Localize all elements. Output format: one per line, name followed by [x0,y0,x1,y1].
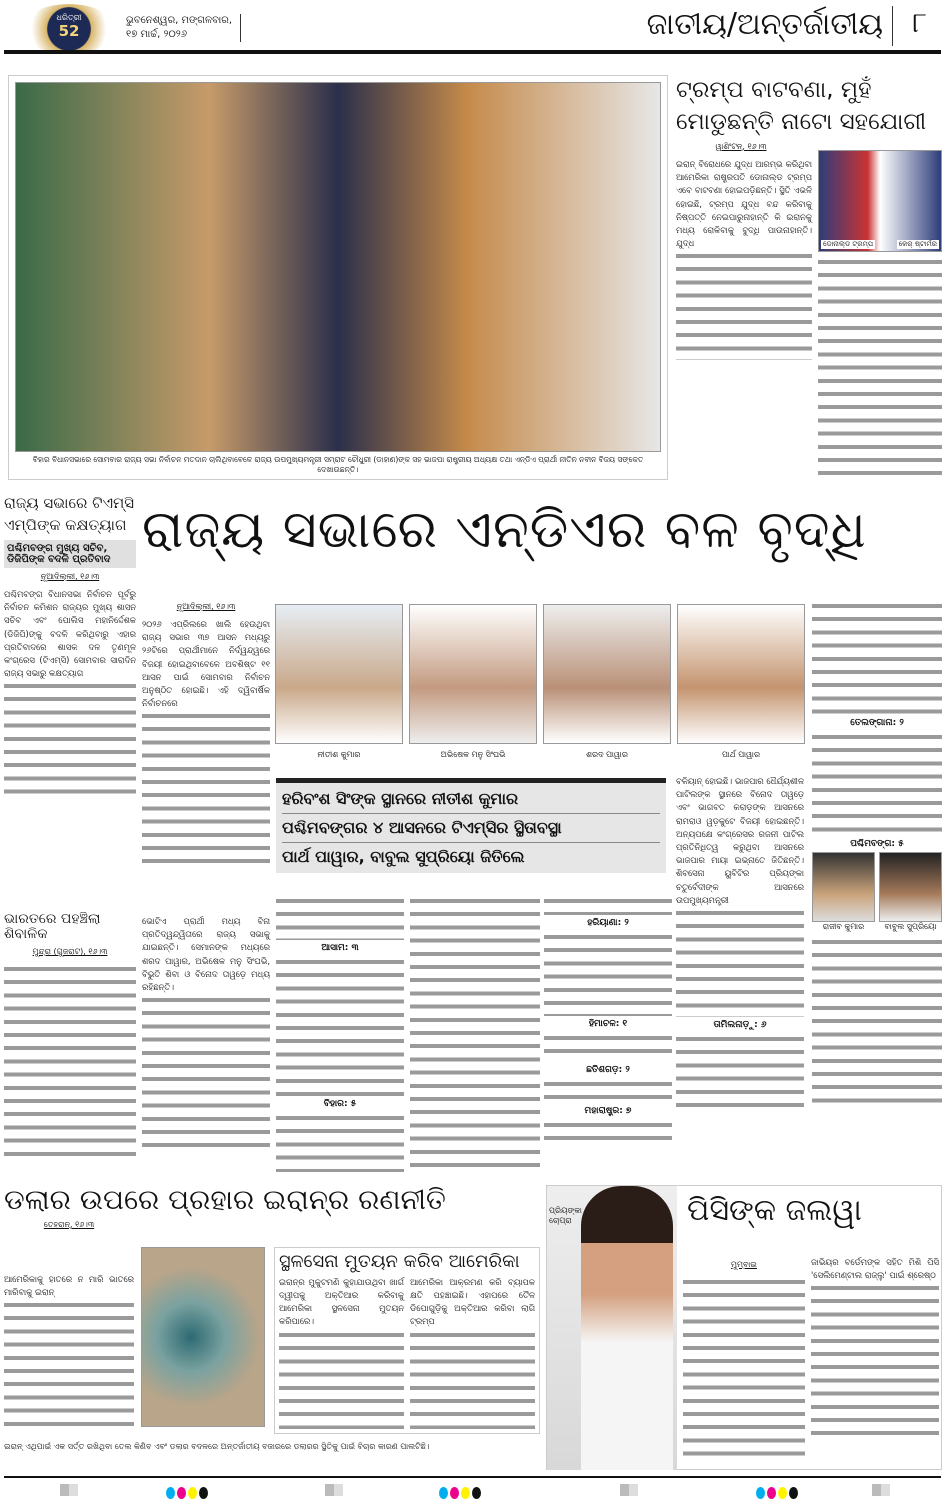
priyanka-headline: ପିସିଙ୍କ ଜଲୱା [687,1193,862,1228]
photo-caption: କେର୍ ଷ୍ଟାର୍ମର [898,240,937,248]
tmc-kicker: ପଶ୍ଚିମବଙ୍ଗ ମୁଖ୍ୟ ସଚିବ, ଡିଜିପିଙ୍କ ବଦଳି ପ୍ରତିବାଦ [4,540,136,568]
lead-photo-caption: ବିହାର ବିଧାନସଭାରେ ସୋମବାର ରାଜ୍ୟ ସଭା ନିର୍ବାଚନ ମତଦାନ ଚାଲିଥିବାବେଳେ ରାଜ୍ୟ ଉପମୁଖ୍ୟମନ୍ତ୍ରୀ ସମ୍ରାଟ ଚୌଧୁରୀ (ଡାହାଣ)ଙ୍କ ସହ ଭାଜପା ରାଷ୍ଟ୍ରୀୟ ଅଧ୍ୟକ୍ଷ ତଥା ଏନ୍‌ଡିଏ ପ୍ରାର୍ଥୀ ନୀତିନ ନବୀନ ବିଜୟ ସଙ୍କେତ ଦେଖାଉଛନ୍ତି। [32,455,644,474]
photo-caption: ଡୋନାଲ୍ଡ ଟ୍ରମ୍ପ [823,240,874,248]
trump-body: ଇରାନ୍ ବିରୋଧରେ ଯୁଦ୍ଧ ଆରମ୍ଭ କରିଥିବା ଆମେରିକା ରାଷ୍ଟ୍ରପତି ଡୋନାଲ୍ଡ ଟ୍ରମ୍ପ ଏବେ ବାଟବଣା ହୋଇପଡ଼ିଛନ୍ତି। ସ୍ଥିତି ଏଭଳି ହୋଇଛି, ଟ୍ରମ୍ପ ଯୁଦ୍ଧ ବନ୍ଦ କରିବାକୁ ନିଷ୍ପତ୍ତି ନେଇପାରୁନାହାନ୍ତି କି ଇରାନକୁ ମଧ୍ୟ ରୋକିବାକୁ ବୁଦ୍ଧି ପାଉନାହାନ୍ତି। ଯୁଦ୍ଧ [676,159,812,249]
bottom-rule [4,1476,941,1478]
priyanka-photo: ପ୍ରିୟଙ୍କା ଚୋପ୍ରା [547,1186,677,1470]
print-registration-marks [0,1484,945,1497]
trump-photo [818,150,942,252]
section-title: ଜାତୀୟ/ଅନ୍ତର୍ଜାତୀୟ [646,7,883,42]
top-rule [4,50,941,54]
masthead [0,0,945,56]
photo-parth: ପାର୍ଥ ପାୱାର [677,604,805,760]
dollar-headline: ଡଲାର ଉପରେ ପ୍ରହାର ଇରାନ୍‌ର ରଣନୀତି [4,1183,446,1216]
tmc-headline: ରାଜ୍ୟ ସଭାରେ ଟିଏମ୍‌ସି ଏମ୍‌ପିଙ୍କ କକ୍ଷତ୍ୟାଗ [4,494,135,534]
photo-singhvi: ଅଭିଷେକ ମନୁ ସିଂଘଭି [409,604,537,760]
dollar-story: ଡଲାର ଉପରେ ପ୍ରହାର ଇରାନ୍‌ର ରଣନୀତି ତେହରାନ୍, ୧୬।୩ ଆମେରିକାକୁ ହାତରେ ନ ମାରି ଭାତରେ ମାରିବାକୁ ଇରାନ୍ ସ୍ଥଳସେନା ମୁତୟନ କରିବ ଆମେରିକା ଇରାନ୍‌ର ମୁକୁଟମଣି କୁହାଯାଉଥିବା ଖାର୍ଗ ଦ୍ୱୀପକୁ ଅକ୍ତିଆର କରିବାକୁ ଆମେରିକା ସ୍ଥଳସେନା ମୁତୟନ କରିପାରେ। ଆମେରିକା ଆକ୍ରମଣ କରି ବ୍ୟାପକ କ୍ଷତି ପହଞ୍ଚାଇଛି। ଏହାପରେ ତୈଳ ଡିପୋଗୁଡ଼ିକୁ ଅକ୍ତିଆର କରିବା ଲାଗି ଟ୍ରମ୍ପ ଇରାନ୍ ଏଥିପାଇଁ ଏକ ସର୍ତ୍ତ ରଖିଥିବା ତେଲ କିଣିବ ଏବଂ ଡଲାର ବଦଳରେ ଅନ୍ତର୍ଜାତୀୟ ବଜାରରେ ଡଲାରର ସ୍ଥିତିକୁ ପାଇଁ ବିଚାର କାରଣ ପାଲଟିଛି। [4,1185,542,1236]
trump-headline: ଟ୍ରମ୍ପ ବାଟବଣା, ମୁହଁ ମୋଡୁଛନ୍ତି ନାଟୋ ସହଯୋଗୀ [676,77,927,135]
highlights-box [276,778,666,873]
trump-dateline: ୱାଶିଂଟନ୍, ୧୬।୩ [715,142,767,151]
photo-nitish: ନୀତୀଶ କୁମାର [275,604,403,760]
lead-photo [15,82,661,452]
priyanka-story: ପ୍ରିୟଙ୍କା ଚୋପ୍ରା ପିସିଙ୍କ ଜଲୱା ମୁମ୍ବାଇ ଜାଭିୟର ବର୍ଡେମଙ୍କ ସହିତ ମିଶି ପିସି 'ସେଲିମେଣ୍ଟାଲ ରାଜ୍ଲୁ' ପାଇଁ ଶ୍ରେଷ୍ଠ [546,1185,942,1470]
wb-photos: ରାଜୀବ କୁମାର ବାବୁଲ ସୁପ୍ରିୟୋ [812,852,942,932]
main-body-continued: ବଳିୟାନ୍ ହୋଇଛି। ଭାଜପାର ଧୈର୍ଯ୍ୟଶୀଳ ପାଟିଲଙ୍କ ସ୍ଥାନରେ ବିନୋଦ ତାୱଡ଼େ ଏବଂ ଭାଗବତ କରାଡ଼ଙ୍କ ଆସନରେ ରାମରାଓ ୱଡ଼କୁଟେ ବିଜୟୀ ହୋଇଛନ୍ତି। ଅନ୍ୟପକ୍ଷେ କଂଗ୍ରେସର ରଜନୀ ପାଟିଲ ପ୍ରତିନିଧିତ୍ୱ କରୁଥିବା ଆସନରେ ଭାଜପାର ମାୟା ଇଭ୍ନାତେ ଜିତିଛନ୍ତି। ଶିବସେନା ୟୁବିଟିର ପ୍ରିୟଙ୍କା ଚତୁର୍ବେଦୀଙ୍କ ଆସନରେ ଉପମୁଖ୍ୟମନ୍ତ୍ରୀ [676,776,804,905]
highlight-item: ହରିବଂଶ ସିଂଙ୍କ ସ୍ଥାନରେ ନୀତୀଶ କୁମାର [282,785,660,814]
main-body: ୨୦୨୬ ଏପ୍ରିଲରେ ଖାଲି ହେଉଥିବା ରାଜ୍ୟ ସଭାର ୩୭ ଆସନ ମଧ୍ୟରୁ ୨୬ଟିରେ ପ୍ରାର୍ଥୀମାନେ ନିର୍ଦ୍ୱନ୍ଦ୍ୱରେ ବିଜୟୀ ହୋଇଥିବାବେଳେ ଅବଶିଷ୍ଟ ୧୧ ଆସନ ପାଇଁ ସୋମବାର ନିର୍ବାଚନ ଅନୁଷ୍ଠିତ ହୋଇଛି। ଏହି ଦ୍ୱିବାର୍ଷିକ ନିର୍ବାଚନରେ [142,619,270,709]
shivalik-headline: ଭାରତରେ ପହଞ୍ଚିଲା ଶିବାଳିକ [4,911,101,943]
highlight-item: ପଶ୍ଚିମବଙ୍ଗର ୪ ଆସନରେ ଟିଏମ୍‌ସିର ସ୍ଥିତାବସ୍ଥା [282,814,660,843]
highlight-item: ପାର୍ଥ ପାୱାର, ବାବୁଲ ସୁପ୍ରିୟୋ ଜିତିଲେ [282,847,525,866]
trump-story [676,74,942,360]
anniversary-logo: ଧରିତ୍ରୀ 52 [22,4,116,54]
tmc-story: ରାଜ୍ୟ ସଭାରେ ଟିଏମ୍‌ସି ଏମ୍‌ପିଙ୍କ କକ୍ଷତ୍ୟାଗ ପଶ୍ଚିମବଙ୍ଗ ମୁଖ୍ୟ ସଚିବ, ଡିଜିପିଙ୍କ ବଦଳି ପ୍ରତିବାଦ ନୂଆଦିଲ୍ଲୀ, ୧୬।୩ ପଶ୍ଚିମବଙ୍ଗ ବିଧାନସଭା ନିର୍ବାଚନ ପୂର୍ବରୁ ନିର୍ବାଚନ କମିଶନ ରାଜ୍ୟର ମୁଖ୍ୟ ଶାସନ ସଚିବ ଏବଂ ପୋଲିସ ମହାନିର୍ଦ୍ଦେଶକ (ଡିଜିପି)ଙ୍କୁ ବଦଳି କରିଥିବାରୁ ଏହାର ପ୍ରତିବାଦରେ ଶାସକ ଦଳ ତୃଣମୂଳ କଂଗ୍ରେସ (ଟିଏମ୍‌ସି) ସୋମବାର ସାରାଦିନ ରାଜ୍ୟ ସଭାରୁ କକ୍ଷତ୍ୟାଗ [4,492,136,800]
tmc-body: ପଶ୍ଚିମବଙ୍ଗ ବିଧାନସଭା ନିର୍ବାଚନ ପୂର୍ବରୁ ନିର୍ବାଚନ କମିଶନ ରାଜ୍ୟର ମୁଖ୍ୟ ଶାସନ ସଚିବ ଏବଂ ପୋଲିସ ମହାନିର୍ଦ୍ଦେଶକ (ଡିଜିପି)ଙ୍କୁ ବଦଳି କରିଥିବାରୁ ଏହାର ପ୍ରତିବାଦରେ ଶାସକ ଦଳ ତୃଣମୂଳ କଂଗ୍ରେସ (ଟିଏମ୍‌ସି) ସୋମବାର ସାରାଦିନ ରାଜ୍ୟ ସଭାରୁ କକ୍ଷତ୍ୟାଗ [4,589,136,679]
candidate-photos [275,604,805,760]
shivalik-story: ଭାରତରେ ପହଞ୍ଚିଲା ଶିବାଳିକ ମୁନ୍ଦ୍ରା (ଗୁଜରାଟ), ୧୬।୩ [4,912,136,1163]
lead-photo-block [8,75,668,480]
dateline: ଭୁବନେଶ୍ୱର, ମଙ୍ଗଳବାର, ୧୭ ମାର୍ଚ୍ଚ, ୨୦୨୬ [126,14,241,42]
photo-sharad: ଶରଦ ପାୱାର [543,604,671,760]
page-number: ୮ [912,6,927,39]
satellite-map [141,1247,265,1427]
main-headline: ରାଜ୍ୟ ସଭାରେ ଏନ୍‌ଡିଏର ବଳ ବୃଦ୍ଧି [142,500,867,560]
army-story: ସ୍ଥଳସେନା ମୁତୟନ କରିବ ଆମେରିକା ଇରାନ୍‌ର ମୁକୁଟମଣି କୁହାଯାଉଥିବା ଖାର୍ଗ ଦ୍ୱୀପକୁ ଅକ୍ତିଆର କରିବାକୁ ଆମେରିକା ସ୍ଥଳସେନା ମୁତୟନ କରିପାରେ। ଆମେରିକା ଆକ୍ରମଣ କରି ବ୍ୟାପକ କ୍ଷତି ପହଞ୍ଚାଇଛି। ଏହାପରେ ତୈଳ ଡିପୋଗୁଡ଼ିକୁ ଅକ୍ତିଆର କରିବା ଲାଗି ଟ୍ରମ୍ପ [274,1247,540,1434]
